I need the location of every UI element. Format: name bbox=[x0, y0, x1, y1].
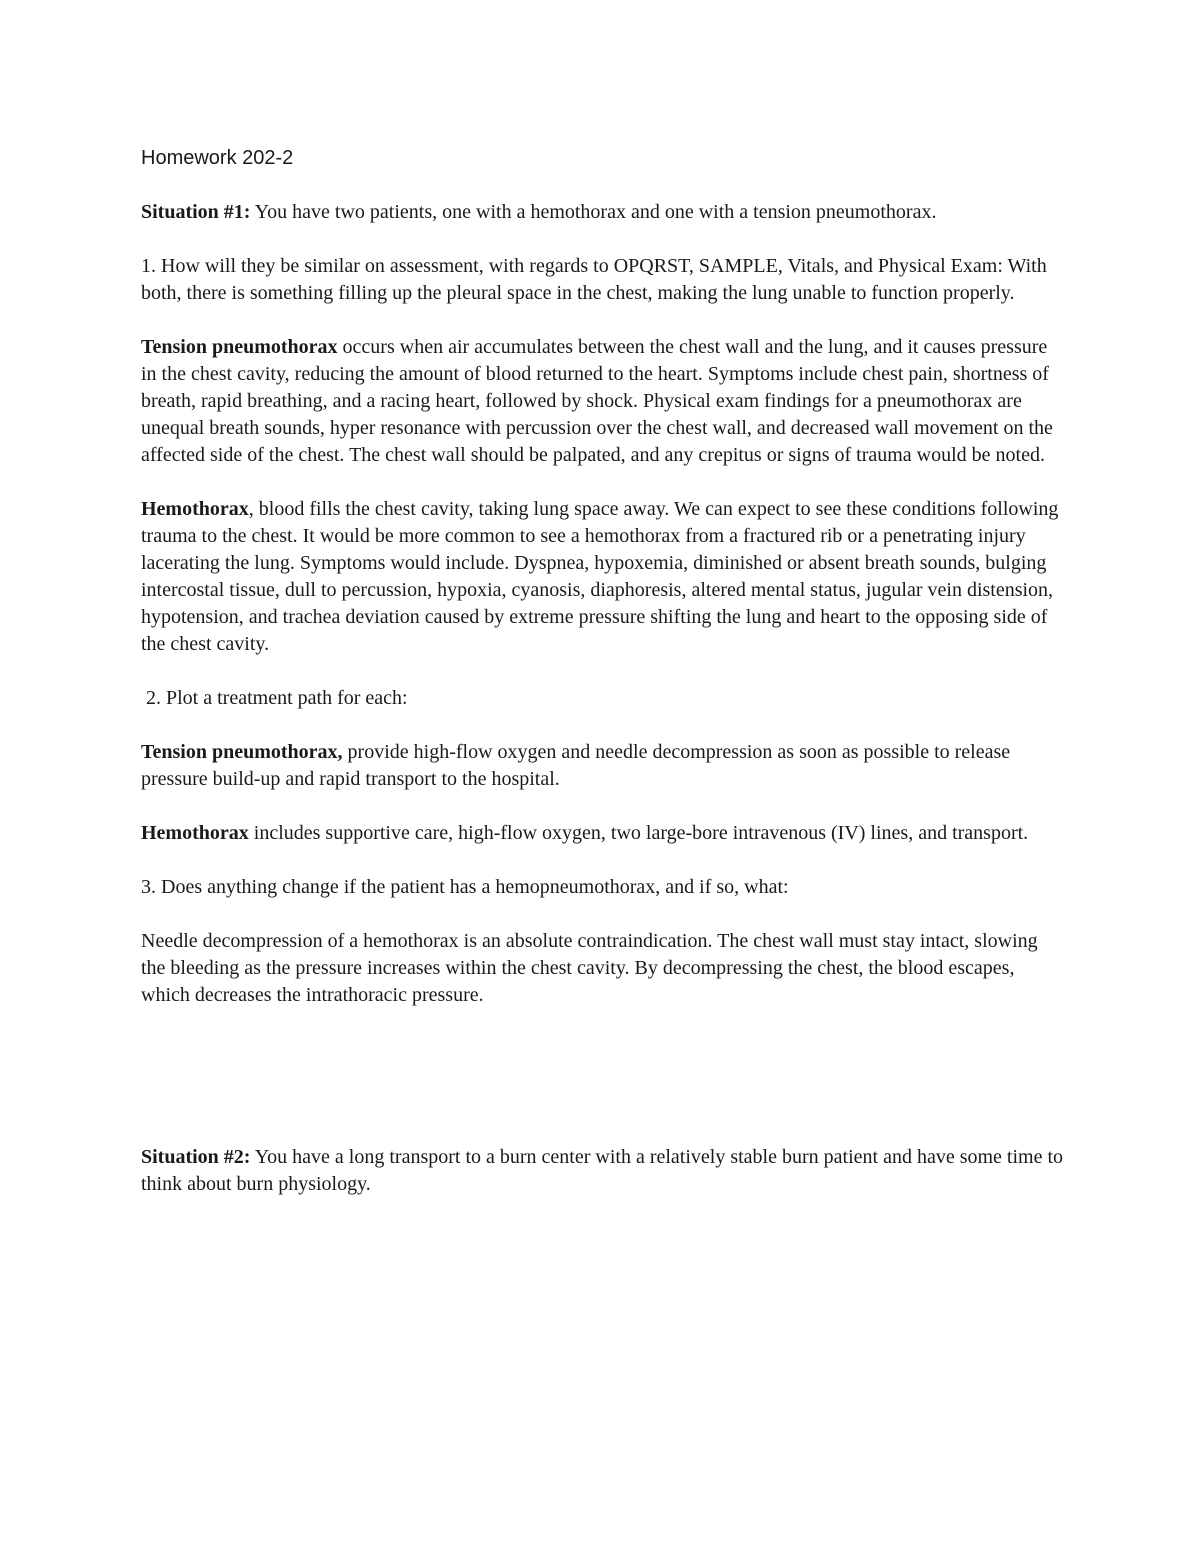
question-3-answer: Needle decompression of a hemothorax is an absolute contraindication. The chest wall must stay intact, slowing the bleeding as the pressure increases within the chest cavity. By decompressing the chest, the blood escapes, which decreases the intrathoracic pressure. bbox=[141, 930, 1038, 1006]
hemothorax-label: Hemothorax bbox=[141, 498, 249, 520]
tension-treatment-text: provide high-flow oxygen and needle decompression as soon as possible to release pressure build-up and rapid transport to the hospital. bbox=[141, 741, 1011, 790]
situation-2-paragraph bbox=[141, 1144, 1066, 1198]
tension-pneumothorax-label: Tension pneumothorax bbox=[141, 336, 338, 358]
tension-pneumothorax-text: occurs when air accumulates between the chest wall and the lung, and it causes pressure in the chest cavity, reducing the amount of blood returned to the heart. Symptoms include chest pain, shortness of breath, rapid breathing, and a racing heart, followed by shock. Physical exam findings for a pneumothorax are unequal breath sounds, hyper resonance with percussion over the chest wall, and decreased wall movement on the affected side of the chest. The chest wall should be palpated, and any crepitus or signs of trauma would be noted. bbox=[141, 336, 1053, 466]
situation-2-label: Situation #2: bbox=[141, 1146, 251, 1168]
hemothorax-treatment-text: includes supportive care, high-flow oxygen, two large-bore intravenous (IV) lines, and transport. bbox=[248, 822, 1029, 844]
tension-treatment-label: Tension pneumothorax, bbox=[141, 741, 343, 763]
question-2-paragraph: 2. Plot a treatment path for each: bbox=[146, 687, 408, 709]
document-page bbox=[141, 145, 1066, 1225]
hemothorax-paragraph bbox=[141, 496, 1066, 658]
tension-treatment-paragraph bbox=[141, 739, 1066, 793]
document-title: Homework 202-2 bbox=[141, 147, 294, 169]
question-3-paragraph: 3. Does anything change if the patient has a hemopneumothorax, and if so, what: bbox=[141, 876, 789, 898]
hemothorax-treatment-paragraph bbox=[141, 820, 1066, 847]
hemothorax-treatment-label: Hemothorax bbox=[141, 822, 249, 844]
blank-space bbox=[141, 1036, 1066, 1144]
question-1-paragraph: 1. How will they be similar on assessment, with regards to OPQRST, SAMPLE, Vitals, and Physical Exam: With both, there is something filling up the pleural space in the chest, making the lung unable to function properly. bbox=[141, 255, 1047, 304]
hemothorax-text: , blood fills the chest cavity, taking lung space away. We can expect to see these conditions following trauma to the chest. It would be more common to see a hemothorax from a fractured rib or a penetrating injury lacerating the lung. Symptoms would include. Dyspnea, hypoxemia, diminished or absent breath sounds, bulging intercostal tissue, dull to percussion, hypoxia, cyanosis, diaphoresis, altered mental status, jugular vein distension, hypotension, and trachea deviation caused by extreme pressure shifting the lung and heart to the opposing side of the chest cavity. bbox=[141, 498, 1059, 655]
situation-2-text: You have a long transport to a burn center with a relatively stable burn patient and have some time to think about burn physiology. bbox=[141, 1146, 1064, 1195]
situation-1-paragraph bbox=[141, 199, 1066, 226]
situation-1-label: Situation #1: bbox=[141, 201, 251, 223]
situation-1-text: You have two patients, one with a hemothorax and one with a tension pneumothorax. bbox=[250, 201, 937, 223]
tension-pneumothorax-paragraph bbox=[141, 334, 1066, 469]
